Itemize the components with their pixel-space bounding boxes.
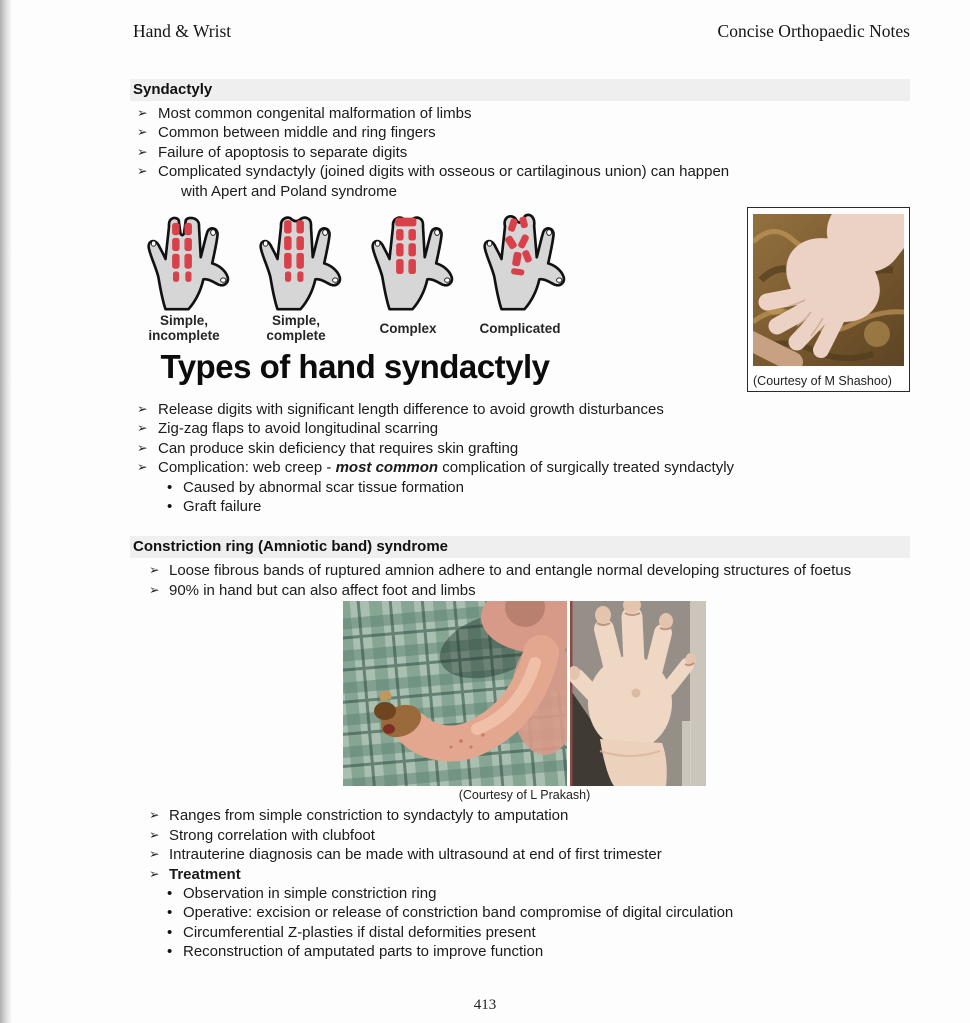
bullet-item — [130, 419, 910, 438]
syndactyly-heading: Syndactyly — [130, 79, 910, 101]
bullet-text: Reconstruction of amputated parts to improve function — [183, 943, 544, 961]
bullet-text: Failure of apoptosis to separate digits — [158, 143, 408, 161]
arrow-bullet-icon: ➢ — [149, 808, 160, 823]
bullet-text: Complication: web creep - most common complication of surgically treated syndactyly — [158, 459, 735, 477]
hand-illustration-icon — [468, 207, 572, 311]
bullet-text: Intrauterine diagnosis can be made with ultrasound at end of first trimester — [169, 846, 662, 864]
dot-bullet-icon: • — [167, 884, 173, 902]
hand-diagram-complicated — [468, 207, 572, 344]
treatment-label: Treatment — [169, 865, 241, 883]
page-edge-shadow — [0, 0, 12, 1023]
page-number: 413 — [473, 997, 497, 1013]
arrow-bullet-icon: ➢ — [137, 144, 148, 159]
dot-bullet-icon: • — [167, 498, 173, 516]
arrow-bullet-icon: ➢ — [149, 563, 160, 578]
arrow-bullet-icon: ➢ — [137, 106, 148, 120]
bullet-text: Complicated syndactyly (joined digits with osseous or cartilaginous union) can happen with Apert and Poland syndrome — [158, 163, 730, 200]
sub-bullet-item — [130, 942, 910, 961]
bullet-text: Zig-zag flaps to avoid longitudinal scarring — [158, 420, 439, 438]
bullet-text: Circumferential Z-plasties if distal deformities present — [183, 923, 536, 941]
hand-type-label: Simple, incomplete — [148, 313, 220, 344]
hand-diagram-complex — [356, 207, 460, 344]
hand-illustration-icon — [132, 207, 236, 311]
dot-bullet-icon: • — [167, 923, 173, 941]
syndactyly-bullet-list — [130, 104, 910, 201]
sub-bullet-item — [130, 884, 910, 903]
photo-caption: (Courtesy of M Shashoo) — [753, 374, 892, 389]
arrow-bullet-icon: ➢ — [149, 827, 160, 842]
constriction-bullet-list — [130, 561, 910, 600]
header-book-title: Concise Orthopaedic Notes — [717, 21, 910, 41]
bullet-item — [130, 143, 910, 162]
bullet-text: Graft failure — [183, 498, 262, 516]
photo-amniotic-band-baby — [343, 601, 567, 786]
sub-bullet-item — [130, 497, 910, 516]
bullet-item — [130, 581, 910, 600]
syndactyly-photo-box — [747, 207, 910, 392]
hand-type-label: Complex — [379, 320, 437, 336]
page-header — [130, 0, 910, 42]
constriction-bullet-list-2 — [130, 806, 910, 961]
bullet-text: Can produce skin deficiency that requires skin grafting — [158, 439, 519, 457]
arrow-bullet-icon: ➢ — [149, 582, 160, 597]
sub-bullet-item — [130, 478, 910, 497]
bullet-item — [130, 104, 910, 123]
dot-bullet-icon: • — [167, 478, 173, 496]
sub-bullet-item — [130, 923, 910, 942]
arrow-bullet-icon: ➢ — [149, 847, 160, 862]
header-section-title: Hand & Wrist — [133, 21, 232, 41]
sub-bullet-item — [130, 903, 910, 922]
photo-constriction-hand — [570, 601, 706, 786]
bullet-text: Release digits with significant length difference to avoid growth disturbances — [158, 401, 664, 419]
syndactyly-bullet-list-2 — [130, 400, 910, 516]
dot-bullet-icon: • — [167, 943, 173, 961]
arrow-bullet-icon: ➢ — [149, 866, 160, 881]
bullet-item — [130, 826, 910, 845]
hand-type-label: Complicated — [479, 320, 561, 336]
dot-bullet-icon: • — [167, 904, 173, 922]
photo-caption: (Courtesy of L Prakash) — [458, 788, 591, 803]
bullet-item — [130, 162, 910, 201]
bullet-text: Common between middle and ring fingers — [158, 124, 436, 142]
bullet-item — [130, 561, 910, 580]
hand-diagram-simple-incomplete — [132, 207, 236, 344]
bullet-text: Most common congenital malformation of limbs — [158, 105, 472, 122]
arrow-bullet-icon: ➢ — [137, 421, 148, 436]
bullet-item — [130, 400, 910, 419]
diagram-title: Types of hand syndactyly — [160, 348, 550, 386]
syndactyly-figures — [130, 207, 910, 392]
bullet-text: Ranges from simple constriction to syndactyly to amputation — [169, 807, 569, 825]
bullet-item — [130, 865, 910, 884]
syndactyly-types-diagram — [130, 207, 695, 392]
bullet-item — [130, 439, 910, 458]
arrow-bullet-icon: ➢ — [137, 125, 148, 140]
arrow-bullet-icon: ➢ — [137, 460, 148, 475]
hand-illustration-icon — [356, 207, 460, 311]
arrow-bullet-icon: ➢ — [137, 402, 148, 417]
bullet-item — [130, 806, 910, 825]
bullet-item — [130, 458, 910, 477]
bullet-item — [130, 845, 910, 864]
arrow-bullet-icon: ➢ — [137, 164, 148, 179]
bullet-text: Strong correlation with clubfoot — [169, 826, 375, 844]
hand-illustration-icon — [244, 207, 348, 311]
bullet-text: Operative: excision or release of constriction band compromise of digital circulation — [183, 904, 734, 922]
bullet-text: Observation in simple constriction ring — [183, 884, 437, 902]
photo-syndactyly-hand — [753, 214, 904, 366]
hand-type-label: Simple, complete — [266, 313, 326, 344]
bullet-item — [130, 123, 910, 142]
hand-diagram-simple-complete — [244, 207, 348, 344]
bullet-text: Loose fibrous bands of ruptured amnion adhere to and entangle normal developing structures of foetus — [169, 562, 852, 580]
bullet-continuation: with Apert and Poland syndrome — [181, 182, 397, 200]
emphasized-text: most common — [335, 459, 439, 477]
constriction-heading: Constriction ring (Amniotic band) syndrome — [130, 536, 910, 558]
bullet-text: 90% in hand but can also affect foot and limbs — [169, 581, 476, 599]
arrow-bullet-icon: ➢ — [137, 440, 148, 455]
constriction-photo-figure — [343, 601, 706, 802]
bullet-text: Caused by abnormal scar tissue formation — [183, 478, 464, 496]
